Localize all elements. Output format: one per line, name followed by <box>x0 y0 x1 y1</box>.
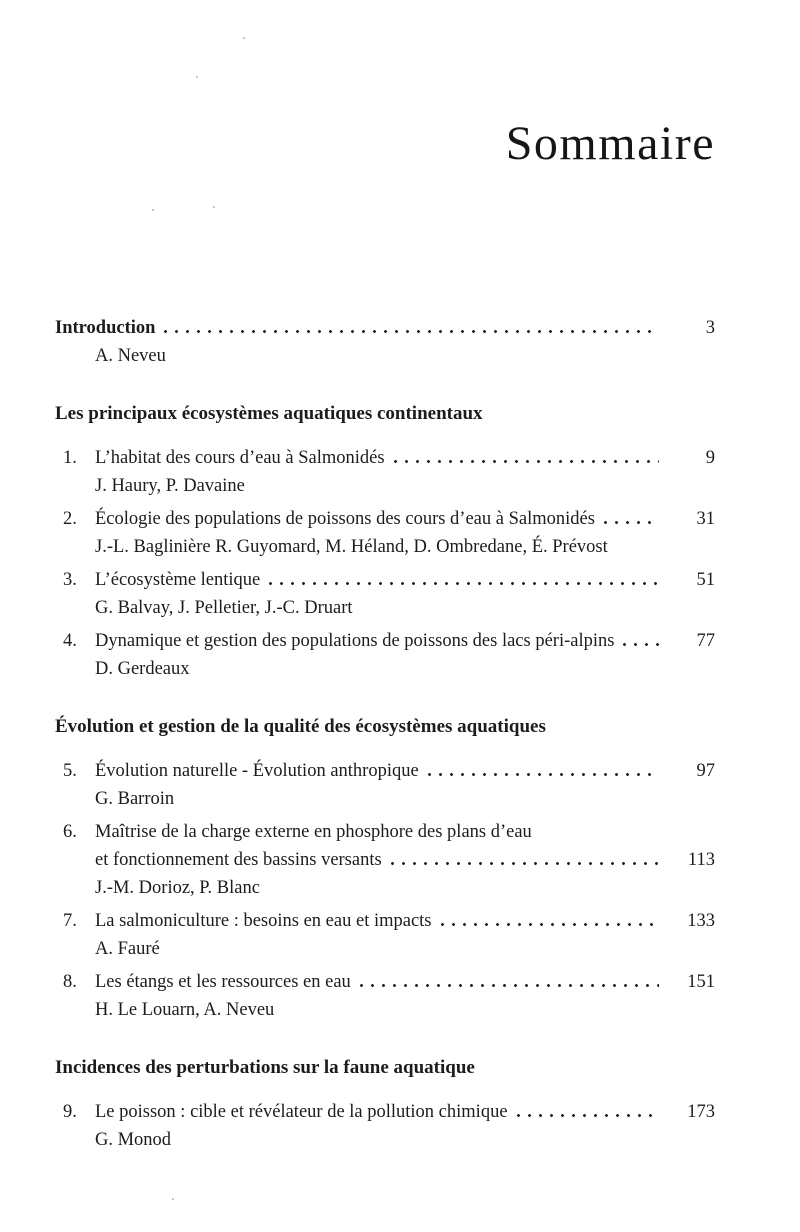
item-authors: A. Fauré <box>95 939 160 959</box>
toc-item-line <box>63 1098 715 1126</box>
item-title: Écologie des populations de poissons des cours d’eau à Salmonidés <box>95 509 595 529</box>
item-authors: D. Gerdeaux <box>95 659 190 679</box>
dot-leader <box>356 984 659 987</box>
toc-sections <box>55 400 715 1154</box>
scan-speck <box>213 206 215 208</box>
toc-section <box>55 400 715 683</box>
item-title: Maîtrise de la charge externe en phosphore des plans d’eau <box>95 822 532 842</box>
dot-leader <box>600 521 659 524</box>
item-authors: J. Haury, P. Davaine <box>95 476 245 496</box>
dot-leader <box>265 582 659 585</box>
intro-page-number: 3 <box>705 318 715 338</box>
item-authors: G. Monod <box>95 1130 172 1150</box>
dot-leader <box>387 862 659 865</box>
item-lines <box>63 1098 715 1126</box>
item-authors: G. Balvay, J. Pelletier, J.-C. Druart <box>95 598 353 618</box>
toc-item <box>55 907 715 963</box>
toc-item <box>55 757 715 813</box>
toc-item-line <box>63 757 715 785</box>
dot-leader <box>160 330 659 333</box>
item-lines <box>63 968 715 996</box>
toc-item-line <box>63 818 715 846</box>
toc-item-line <box>63 505 715 533</box>
section-items <box>55 444 715 683</box>
dot-leader <box>390 460 659 463</box>
section-items <box>55 757 715 1024</box>
toc-item-line <box>63 566 715 594</box>
scan-speck <box>243 37 245 39</box>
item-lines <box>63 505 715 533</box>
toc-item-line <box>63 444 715 472</box>
item-title: L’écosystème lentique <box>95 570 261 590</box>
item-page-number: 151 <box>687 972 715 992</box>
item-lines <box>63 907 715 935</box>
toc-item-line <box>63 627 715 655</box>
section-items <box>55 1098 715 1154</box>
item-number: 3. <box>63 570 77 590</box>
toc-item-line <box>63 968 715 996</box>
item-page-number: 97 <box>696 761 715 781</box>
item-title: L’habitat des cours d’eau à Salmonidés <box>95 448 385 468</box>
toc-item-line <box>63 907 715 935</box>
item-number: 2. <box>63 509 77 529</box>
item-number: 6. <box>63 822 77 842</box>
section-heading: Les principaux écosystèmes aquatiques continentaux <box>55 403 483 424</box>
toc-item <box>55 566 715 622</box>
item-number: 5. <box>63 761 77 781</box>
item-number: 8. <box>63 972 77 992</box>
dot-leader <box>513 1114 659 1117</box>
item-title: Le poisson : cible et révélateur de la pollution chimique <box>95 1102 508 1122</box>
scan-speck <box>172 1198 174 1200</box>
toc-item <box>55 444 715 500</box>
intro-line <box>55 314 715 342</box>
item-lines <box>63 757 715 785</box>
toc-item <box>55 818 715 902</box>
dot-leader <box>424 773 659 776</box>
item-page-number: 77 <box>696 631 715 651</box>
item-title: Évolution naturelle - Évolution anthropique <box>95 761 419 781</box>
item-authors: H. Le Louarn, A. Neveu <box>95 1000 275 1020</box>
scan-speck <box>196 76 198 78</box>
intro-label: Introduction <box>55 318 156 338</box>
item-lines <box>63 818 715 874</box>
item-lines <box>63 566 715 594</box>
item-lines <box>63 627 715 655</box>
toc-section <box>55 1054 715 1154</box>
item-page-number: 31 <box>696 509 715 529</box>
item-title: et fonctionnement des bassins versants <box>95 850 382 870</box>
item-number: 4. <box>63 631 77 651</box>
toc-item <box>55 505 715 561</box>
intro-entry <box>55 314 715 370</box>
page-title: Sommaire <box>505 117 715 170</box>
toc-item <box>55 968 715 1024</box>
item-page-number: 9 <box>705 448 715 468</box>
item-number: 1. <box>63 448 77 468</box>
dot-leader <box>619 643 659 646</box>
section-heading: Évolution et gestion de la qualité des écosystèmes aquatiques <box>55 716 546 737</box>
toc-item <box>55 1098 715 1154</box>
toc-section <box>55 713 715 1024</box>
item-page-number: 113 <box>687 850 715 870</box>
section-heading: Incidences des perturbations sur la faune aquatique <box>55 1057 475 1078</box>
item-authors: J.-M. Dorioz, P. Blanc <box>95 878 260 898</box>
item-authors: G. Barroin <box>95 789 175 809</box>
item-title: Les étangs et les ressources en eau <box>95 972 351 992</box>
item-title: Dynamique et gestion des populations de poissons des lacs péri-alpins <box>95 631 615 651</box>
item-number: 7. <box>63 911 77 931</box>
item-title: La salmoniculture : besoins en eau et impacts <box>95 911 432 931</box>
item-page-number: 133 <box>687 911 715 931</box>
intro-authors: A. Neveu <box>95 346 166 366</box>
toc-item <box>55 627 715 683</box>
item-number: 9. <box>63 1102 77 1122</box>
item-lines <box>63 444 715 472</box>
item-page-number: 51 <box>696 570 715 590</box>
scan-speck <box>152 209 154 211</box>
item-page-number: 173 <box>687 1102 715 1122</box>
toc-item-line <box>63 846 715 874</box>
item-authors: J.-L. Baglinière R. Guyomard, M. Héland, D. Ombredane, É. Prévost <box>95 537 608 557</box>
dot-leader <box>437 923 660 926</box>
